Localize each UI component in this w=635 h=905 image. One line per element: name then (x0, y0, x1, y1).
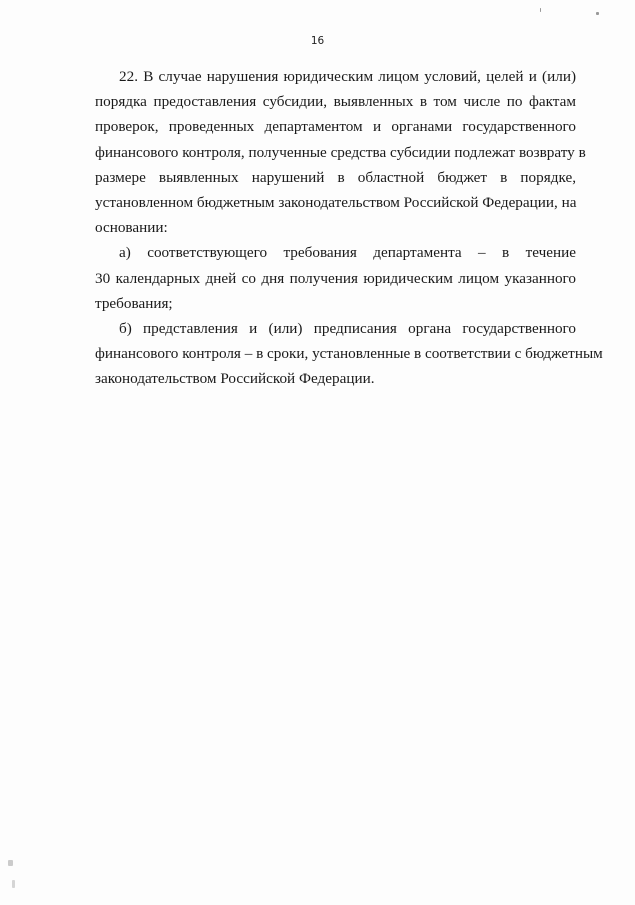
text-line: основании: (95, 219, 168, 237)
subparagraph-b (95, 316, 603, 392)
scan-speck (12, 880, 15, 888)
text-line: размере выявленных нарушений в областной бюджет в порядке, (95, 168, 576, 186)
text-line: 30 календарных дней со дня получения юридическим лицом указанного (95, 269, 576, 287)
paragraph-22 (95, 64, 586, 240)
text-line: финансового контроля – в сроки, установленные в соответствии с бюджетным (95, 345, 603, 363)
scan-speck (540, 8, 541, 12)
subparagraph-a (95, 240, 576, 316)
page-number: 16 (310, 35, 325, 47)
document-body (95, 64, 603, 391)
text-line: требования; (95, 294, 173, 312)
scan-speck (596, 12, 599, 15)
text-line: законодательством Российской Федерации. (95, 370, 375, 388)
text-line: проверок, проведенных департаментом и органами государственного (95, 118, 576, 136)
text-line: порядка предоставления субсидии, выявленных в том числе по фактам (95, 93, 576, 111)
scan-speck (8, 860, 13, 866)
text-line: установленном бюджетным законодательством Российской Федерации, на (95, 193, 577, 211)
text-line: а) соответствующего требования департамента – в течение (119, 244, 576, 262)
text-line: 22. В случае нарушения юридическим лицом условий, целей и (или) (119, 68, 576, 85)
text-line: финансового контроля, полученные средства субсидии подлежат возврату в (95, 143, 586, 161)
text-line: б) представления и (или) предписания органа государственного (119, 319, 576, 337)
